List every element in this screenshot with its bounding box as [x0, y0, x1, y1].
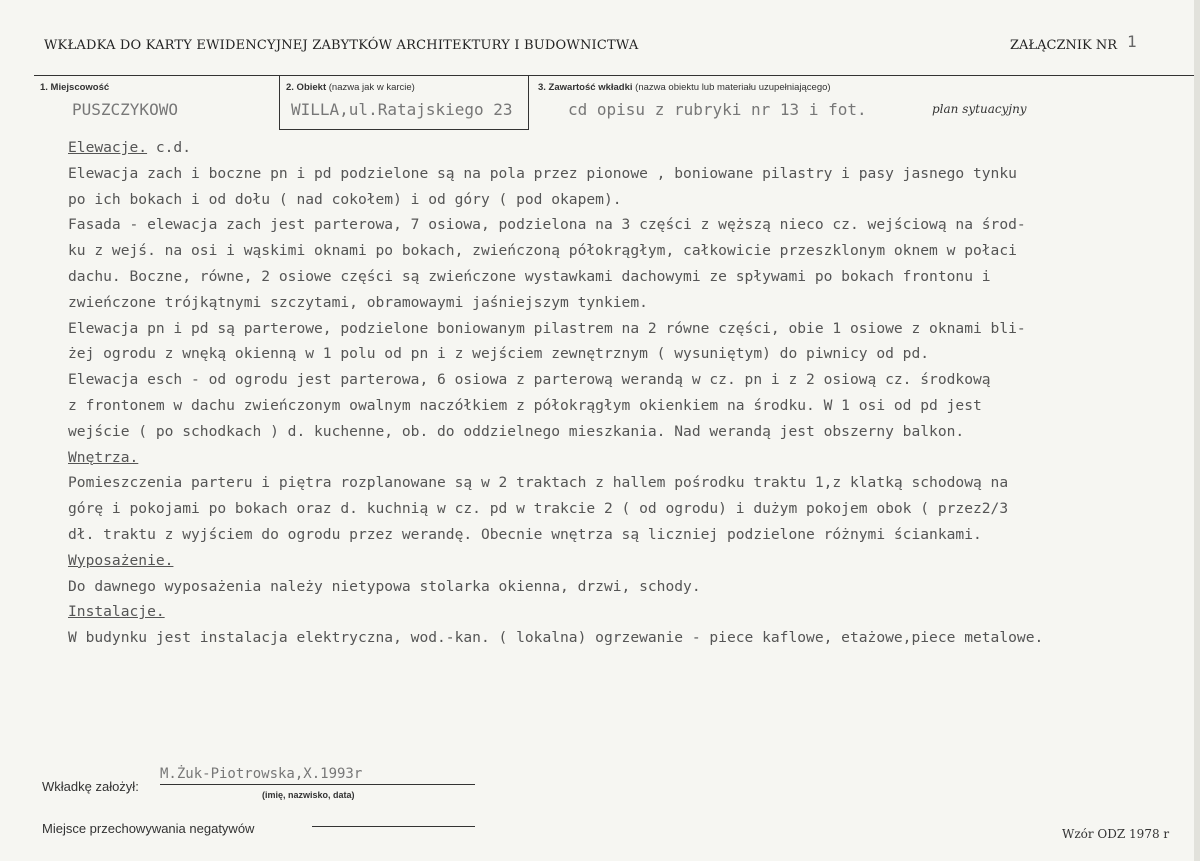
body-line: Elewacja esch - od ogrodu jest parterowa, 6 osiowa z parterową werandą w cz. pn i z 2 osiową cz. środkową	[68, 371, 991, 389]
annex-label: ZAŁĄCZNIK NR	[1010, 38, 1118, 53]
template-mark: Wzór ODZ 1978 r	[1062, 827, 1170, 841]
body-line: Elewacja pn i pd są parterowe, podzielone boniowanym pilastrem na 2 równe części, obie 1 osiowe z oknami bli-	[68, 319, 1026, 337]
body-line	[68, 548, 1193, 574]
founded-value: M.Żuk-Piotrowska,X.1993r	[160, 766, 363, 782]
form-title: WKŁADKA DO KARTY EWIDENCYJNEJ ZABYTKÓW ARCHITEKTURY I BUDOWNICTWA	[44, 38, 639, 53]
body-line: Do dawnego wyposażenia należy nietypowa stolarka okienna, drzwi, schody.	[68, 577, 701, 595]
body-line	[68, 445, 1193, 471]
body-line: górę i pokojami po bokach oraz d. kuchnią w cz. pd w trakcie 2 ( od ogrodu) i dużym pokojem obok ( przez2/3	[68, 500, 1009, 518]
body-line: dachu. Boczne, równe, 2 osiowe części są zwieńczone wystawkami dachowymi ze spływami po bokach frontonu i	[68, 267, 991, 285]
field-box-top-rule	[34, 75, 1194, 76]
body-line	[68, 599, 1193, 625]
body-line: dł. traktu z wyjściem do ogrodu przez werandę. Obecnie wnętrza są liczniej podzielone różnymi ściankami.	[68, 525, 982, 543]
object-label	[286, 82, 415, 93]
contents-value: cd opisu z rubryki nr 13 i fot.	[568, 100, 867, 119]
body-line: Pomieszczenia parteru i piętra rozplanowane są w 2 traktach z hallem pośrodku traktu 1,z klatką schodową na	[68, 474, 1009, 492]
object-label-text: 2. Obiekt	[286, 82, 327, 93]
body-line: żej ogrodu z wnęką okienną w 1 polu od pn i z wejściem zewnętrznym ( wysuniętym) do piwnicy od pd.	[68, 345, 930, 363]
section-heading: Wnętrza.	[68, 448, 139, 466]
body-line: ku z wejś. na osi i wąskimi oknami po bokach, zwieńczoną półokrągłym, całkowicie przeszklonym oknem w połaci	[68, 242, 1017, 260]
contents-label-sub: (nazwa obiektu lub materiału uzupełniającego)	[635, 82, 831, 93]
section-heading: Wyposażenie.	[68, 551, 174, 569]
founded-signature-line	[160, 784, 475, 785]
contents-label	[538, 82, 831, 93]
body-line: W budynku jest instalacja elektryczna, wod.-kan. ( lokalna) ogrzewanie - piece kaflowe, etażowe,piece metalowe.	[68, 629, 1044, 647]
storage-label: Miejsce przechowywania negatywów	[42, 821, 255, 836]
body-line: Elewacja zach i boczne pn i pd podzielone są na pola przez pionowe , boniowane pilastry i pasy jasnego tynku	[68, 164, 1017, 182]
storage-line	[312, 826, 475, 827]
body-line: po ich bokach i od dołu ( nad cokołem) i od góry ( pod okapem).	[68, 190, 622, 208]
body-line: Fasada - elewacja zach jest parterowa, 7 osiowa, podzielona na 3 części z węższą nieco cz. wejściową na środ-	[68, 216, 1026, 234]
body-line: z frontonem w dachu zwieńczonym owalnym naczółkiem z półokrągłym okienkiem na środku. W 1 osi od pd jest	[68, 396, 982, 414]
object-value: WILLA,ul.Ratajskiego 23	[291, 100, 513, 119]
contents-handwritten-note: plan sytuacyjny	[932, 102, 1027, 116]
description-body	[68, 135, 1193, 651]
body-line: wejście ( po schodkach ) d. kuchenne, ob. do oddzielnego mieszkania. Nad werandą jest obszerny balkon.	[68, 422, 965, 440]
field-box-bottom-rule	[279, 129, 529, 130]
field-divider-1	[279, 75, 280, 129]
card-edge	[1194, 0, 1200, 861]
place-value: PUSZCZYKOWO	[72, 100, 178, 119]
section-heading: Instalacje.	[68, 603, 165, 621]
founded-label: Wkładkę założył:	[42, 779, 139, 794]
place-label	[40, 82, 109, 93]
founded-caption: (imię, nazwisko, data)	[262, 790, 355, 800]
contents-label-text: 3. Zawartość wkładki	[538, 82, 633, 93]
place-label-text: 1. Miejscowość	[40, 82, 110, 93]
annex-number: 1	[1127, 32, 1137, 51]
body-line: zwieńczone trójkątnymi szczytami, obramowaymi jaśniejszym tynkiem.	[68, 293, 648, 311]
section-heading: Elewacje.	[68, 139, 148, 156]
object-label-sub: (nazwa jak w karcie)	[328, 82, 415, 93]
section-heading-rest: c.d.	[147, 139, 192, 156]
body-line	[68, 135, 1193, 161]
field-divider-2	[528, 75, 529, 129]
